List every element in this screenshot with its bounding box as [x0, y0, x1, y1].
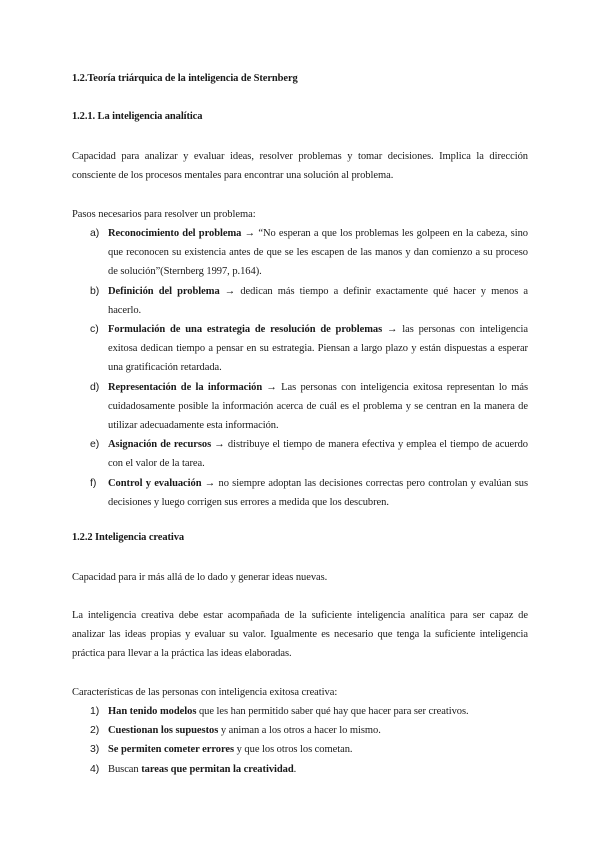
traits-list: [72, 702, 528, 779]
list-marker: f): [90, 476, 97, 489]
creative-intro-paragraph: Capacidad para ir más allá de lo dado y generar ideas nuevas.: [72, 572, 328, 583]
trait-term: Han tenido modelos: [108, 706, 197, 717]
trait-term: Se permiten cometer errores: [108, 744, 235, 756]
creative-body-paragraph: La inteligencia creativa debe estar acompañada de la suficiente inteligencia analítica para ser capaz de analizar las ideas propias y evaluar su valor. Igualmente es necesario que tenga la suficiente inteligencia práctica para llevar a la práctica las ideas elaboradas.: [72, 610, 528, 660]
list-item-trait-3: [72, 740, 528, 759]
step-text: → no siempre adoptan las decisiones correctas pero controlan y evalúan sus decisiones y luego corrigen sus errores a medida que los descubren.: [108, 477, 528, 508]
step-term: Reconocimiento del problema: [108, 228, 242, 239]
list-marker: b): [90, 284, 100, 297]
analytical-intro-paragraph: Capacidad para analizar y evaluar ideas, resolver problemas y tomar decisiones. Implica la dirección consciente de los procesos mentales para encontrar una solución al problema.: [72, 151, 528, 182]
step-term: Control y evaluación: [108, 477, 202, 489]
step-term: Formulación de una estrategia de resolución de problemas: [108, 324, 383, 336]
step-text: → dedican más tiempo a definir exactamente qué hacer y menos a hacerlo.: [108, 285, 528, 316]
list-item-step-a: [72, 224, 528, 282]
step-text: → Las personas con inteligencia exitosa representan lo más cuidadosamente posible la información acerca de cuál es el problema y se centran en la manera de utilizar adecuadamente esta información.: [108, 381, 528, 432]
list-item-step-f: [72, 474, 528, 512]
list-item-step-b: [72, 282, 528, 320]
trait-term: Cuestionan los supuestos: [108, 725, 219, 737]
list-marker: c): [90, 323, 99, 336]
trait-post: y animan a los otros a hacer lo mismo.: [218, 725, 381, 737]
list-marker: 4): [90, 762, 100, 775]
traits-lead-text: Características de las personas con inteligencia exitosa creativa:: [72, 687, 338, 698]
step-text: → las personas con inteligencia exitosa dedican tiempo a pensar en su estrategia. Piensan a largo plazo y están dispuestas a esperar una gratificación retardada.: [108, 324, 528, 374]
list-item-trait-1: [72, 702, 528, 721]
list-item-step-e: [72, 435, 528, 473]
step-text: → distribuye el tiempo de manera efectiva y emplea el tiempo de acuerdo con el valor de la tarea.: [108, 439, 528, 470]
steps-list: [72, 224, 528, 512]
subsection-heading-analytical: 1.2.1. La inteligencia analítica: [72, 111, 203, 122]
list-item-step-d: [72, 378, 528, 436]
step-text: → “No esperan a que los problemas les golpeen en la cabeza, sino que reconocen su existencia antes de que se les escapen de las manos y dan comienzo a su proceso de solución”(Sternberg 1997, p.164).: [108, 228, 528, 278]
list-item-trait-2: [72, 721, 528, 740]
trait-post: que les han permitido saber qué hay que hacer para ser creativos.: [196, 706, 469, 717]
list-item-trait-4: [72, 760, 528, 779]
list-marker: 2): [90, 724, 100, 737]
step-term: Definición del problema: [108, 285, 220, 297]
trait-term: tareas que permitan la creatividad: [141, 763, 294, 775]
list-marker: a): [90, 227, 100, 239]
list-marker: 1): [90, 705, 100, 717]
step-term: Representación de la información: [108, 381, 263, 393]
trait-post: .: [293, 763, 297, 775]
section-heading: 1.2.Teoría triárquica de la inteligencia de Sternberg: [72, 73, 298, 84]
step-term: Asignación de recursos: [108, 439, 212, 451]
list-item-step-c: [72, 320, 528, 378]
list-marker: d): [90, 380, 100, 393]
subsection-heading-creative: 1.2.2 Inteligencia creativa: [72, 532, 185, 543]
list-marker: e): [90, 438, 100, 451]
trait-post: y que los otros los cometan.: [234, 744, 353, 756]
steps-lead-text: Pasos necesarios para resolver un problema:: [72, 209, 256, 220]
list-marker: 3): [90, 743, 100, 756]
trait-pre: Buscan: [108, 763, 142, 775]
